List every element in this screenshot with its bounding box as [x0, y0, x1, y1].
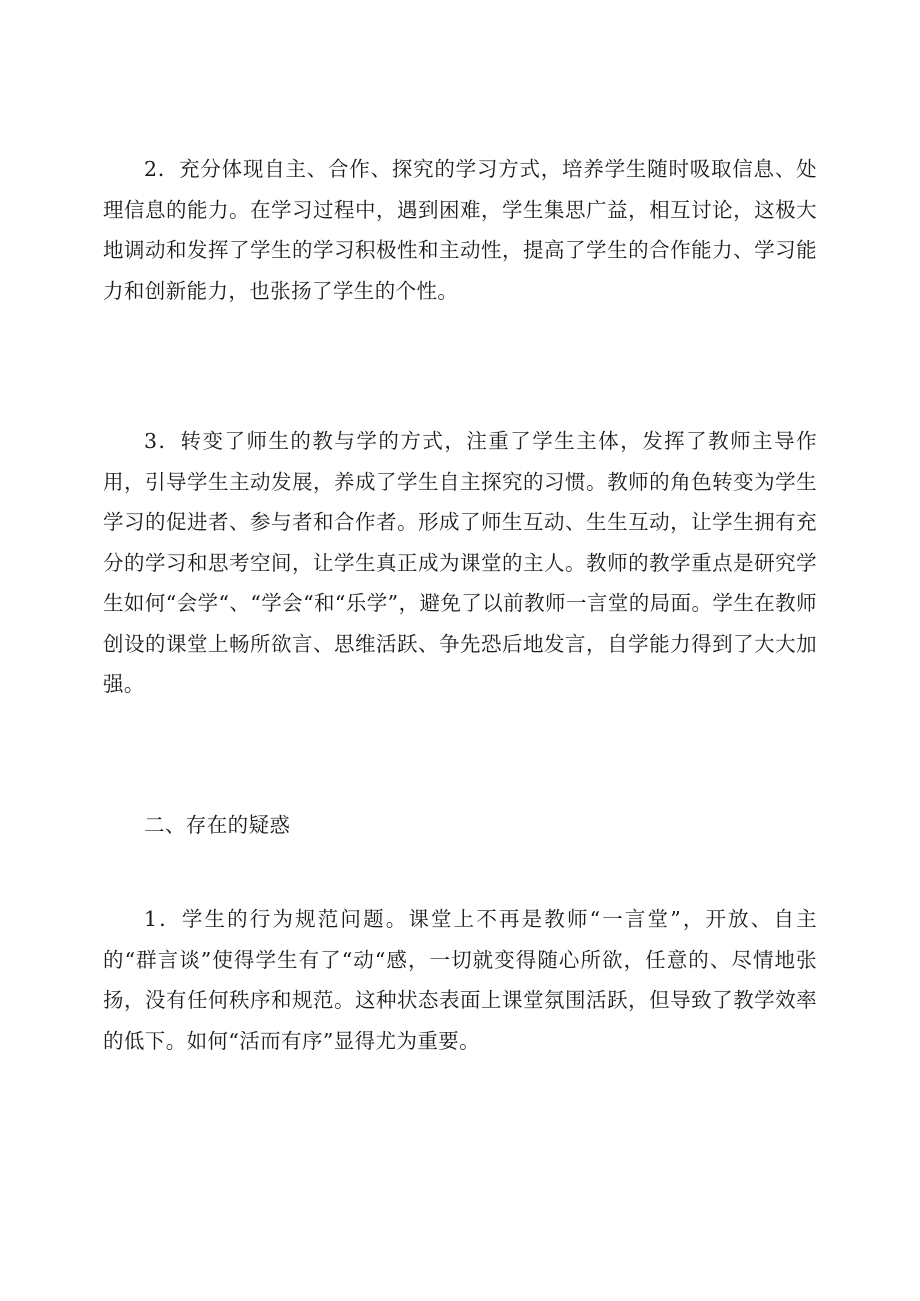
paragraph-doubt-1: 1．学生的行为规范问题。课堂上不再是教师“一言堂”，开放、自主的“群言谈”使得学生有了“动“感，一切就变得随心所欲，任意的、尽情地张扬，没有任何秩序和规范。这种状态表面上课堂氛围活跃，但导致了教学效率的低下。如何“活而有序”显得尤为重要。: [103, 907, 817, 1053]
section-heading-doubts: 二、存在的疑惑: [144, 813, 291, 837]
paragraph-point-2: 2．充分体现自主、合作、探究的学习方式，培养学生随时吸取信息、处理信息的能力。在学习过程中，遇到困难，学生集思广益，相互讨论，这极大地调动和发挥了学生的学习积极性和主动性，提高了学生的合作能力、学习能力和创新能力，也张扬了学生的个性。: [103, 157, 817, 303]
paragraph-point-3: 3．转变了师生的教与学的方式，注重了学生主体，发挥了教师主导作用，引导学生主动发展，养成了学生自主探究的习惯。教师的角色转变为学生学习的促进者、参与者和合作者。形成了师生互动、生生互动，让学生拥有充分的学习和思考空间，让学生真正成为课堂的主人。教师的教学重点是研究学生如何“会学“、“学会“和“乐学”，避免了以前教师一言堂的局面。学生在教师创设的课堂上畅所欲言、思维活跃、争先恐后地发言，自学能力得到了大大加强。: [103, 429, 817, 696]
